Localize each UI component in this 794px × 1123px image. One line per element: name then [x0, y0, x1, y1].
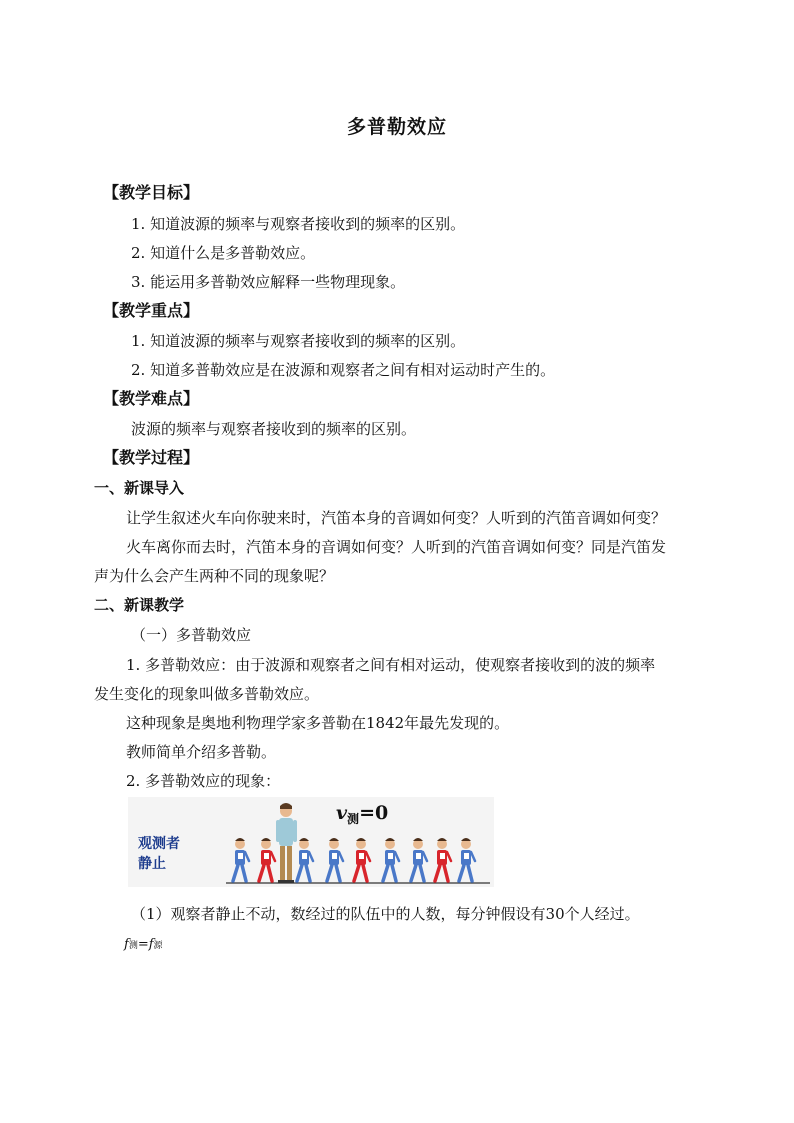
marching-illustration [128, 797, 494, 887]
observer-person [276, 803, 297, 883]
marcher [383, 838, 399, 881]
part1-heading: 一、新课导入 [94, 479, 185, 497]
phenomenon-label: 2. 多普勒效应的现象： [126, 772, 281, 790]
marcher [327, 838, 343, 881]
difficulties-heading: 【教学难点】 [103, 389, 200, 408]
formula-sub2: 源 [153, 941, 163, 951]
history-text: 这种现象是奥地利物理学家多普勒在1842年最先发现的。 [126, 714, 510, 732]
formula-f2: f [148, 937, 154, 952]
marcher [297, 838, 313, 881]
objective-item: 2. 知道什么是多普勒效应。 [131, 244, 316, 262]
marcher [259, 838, 275, 881]
marcher [354, 838, 370, 881]
intro-paragraph: 火车离你而去时，汽笛本身的音调如何变？人听到的汽笛音调如何变？同是汽笛发 [126, 538, 667, 556]
formula-v: v [336, 802, 348, 824]
subheading: （一）多普勒效应 [131, 626, 252, 644]
marcher [435, 838, 451, 881]
formula-f1: f [124, 937, 129, 952]
objective-item: 3. 能运用多普勒效应解释一些物理现象。 [131, 273, 406, 291]
formula-sub: 测 [347, 812, 360, 826]
intro-paragraph: 让学生叙述火车向你驶来时，汽笛本身的音调如何变？人听到的汽笛音调如何变？ [126, 509, 667, 527]
key-point-item: 1. 知道波源的频率与观察者接收到的频率的区别。 [131, 332, 466, 350]
page-title: 多普勒效应 [346, 116, 447, 138]
formula-eq: = [137, 937, 149, 952]
teacher-text: 教师简单介绍多普勒。 [126, 743, 277, 761]
marchers-group [233, 838, 475, 881]
difficulties-text: 波源的频率与观察者接收到的频率的区别。 [131, 420, 417, 438]
formula-rest: =0 [359, 802, 389, 824]
figure-label-line1: 观测者 [138, 836, 180, 852]
definition: 发生变化的现象叫做多普勒效应。 [94, 685, 320, 703]
part2-heading: 二、新课教学 [94, 596, 185, 614]
figure-label-line2: 静止 [138, 856, 166, 872]
formula-sub1: 测 [128, 941, 138, 951]
objective-item: 1. 知道波源的频率与观察者接收到的频率的区别。 [131, 215, 466, 233]
observer-figure [128, 797, 494, 887]
objectives-heading: 【教学目标】 [103, 183, 200, 202]
intro-paragraph: 声为什么会产生两种不同的现象呢？ [94, 567, 335, 585]
marcher [233, 838, 249, 881]
svg-text:v测=0 [336, 802, 388, 826]
process-heading: 【教学过程】 [103, 448, 200, 467]
key-point-item: 2. 知道多普勒效应是在波源和观察者之间有相对运动时产生的。 [131, 361, 556, 379]
frequency-formula [124, 937, 163, 952]
observation-note: （1）观察者静止不动，数经过的队伍中的人数，每分钟假设有30个人经过。 [131, 905, 640, 923]
key-points-heading: 【教学重点】 [103, 301, 200, 320]
marcher [411, 838, 427, 881]
marcher [459, 838, 475, 881]
definition: 1. 多普勒效应：由于波源和观察者之间有相对运动，使观察者接收到的波的频率 [126, 656, 656, 674]
